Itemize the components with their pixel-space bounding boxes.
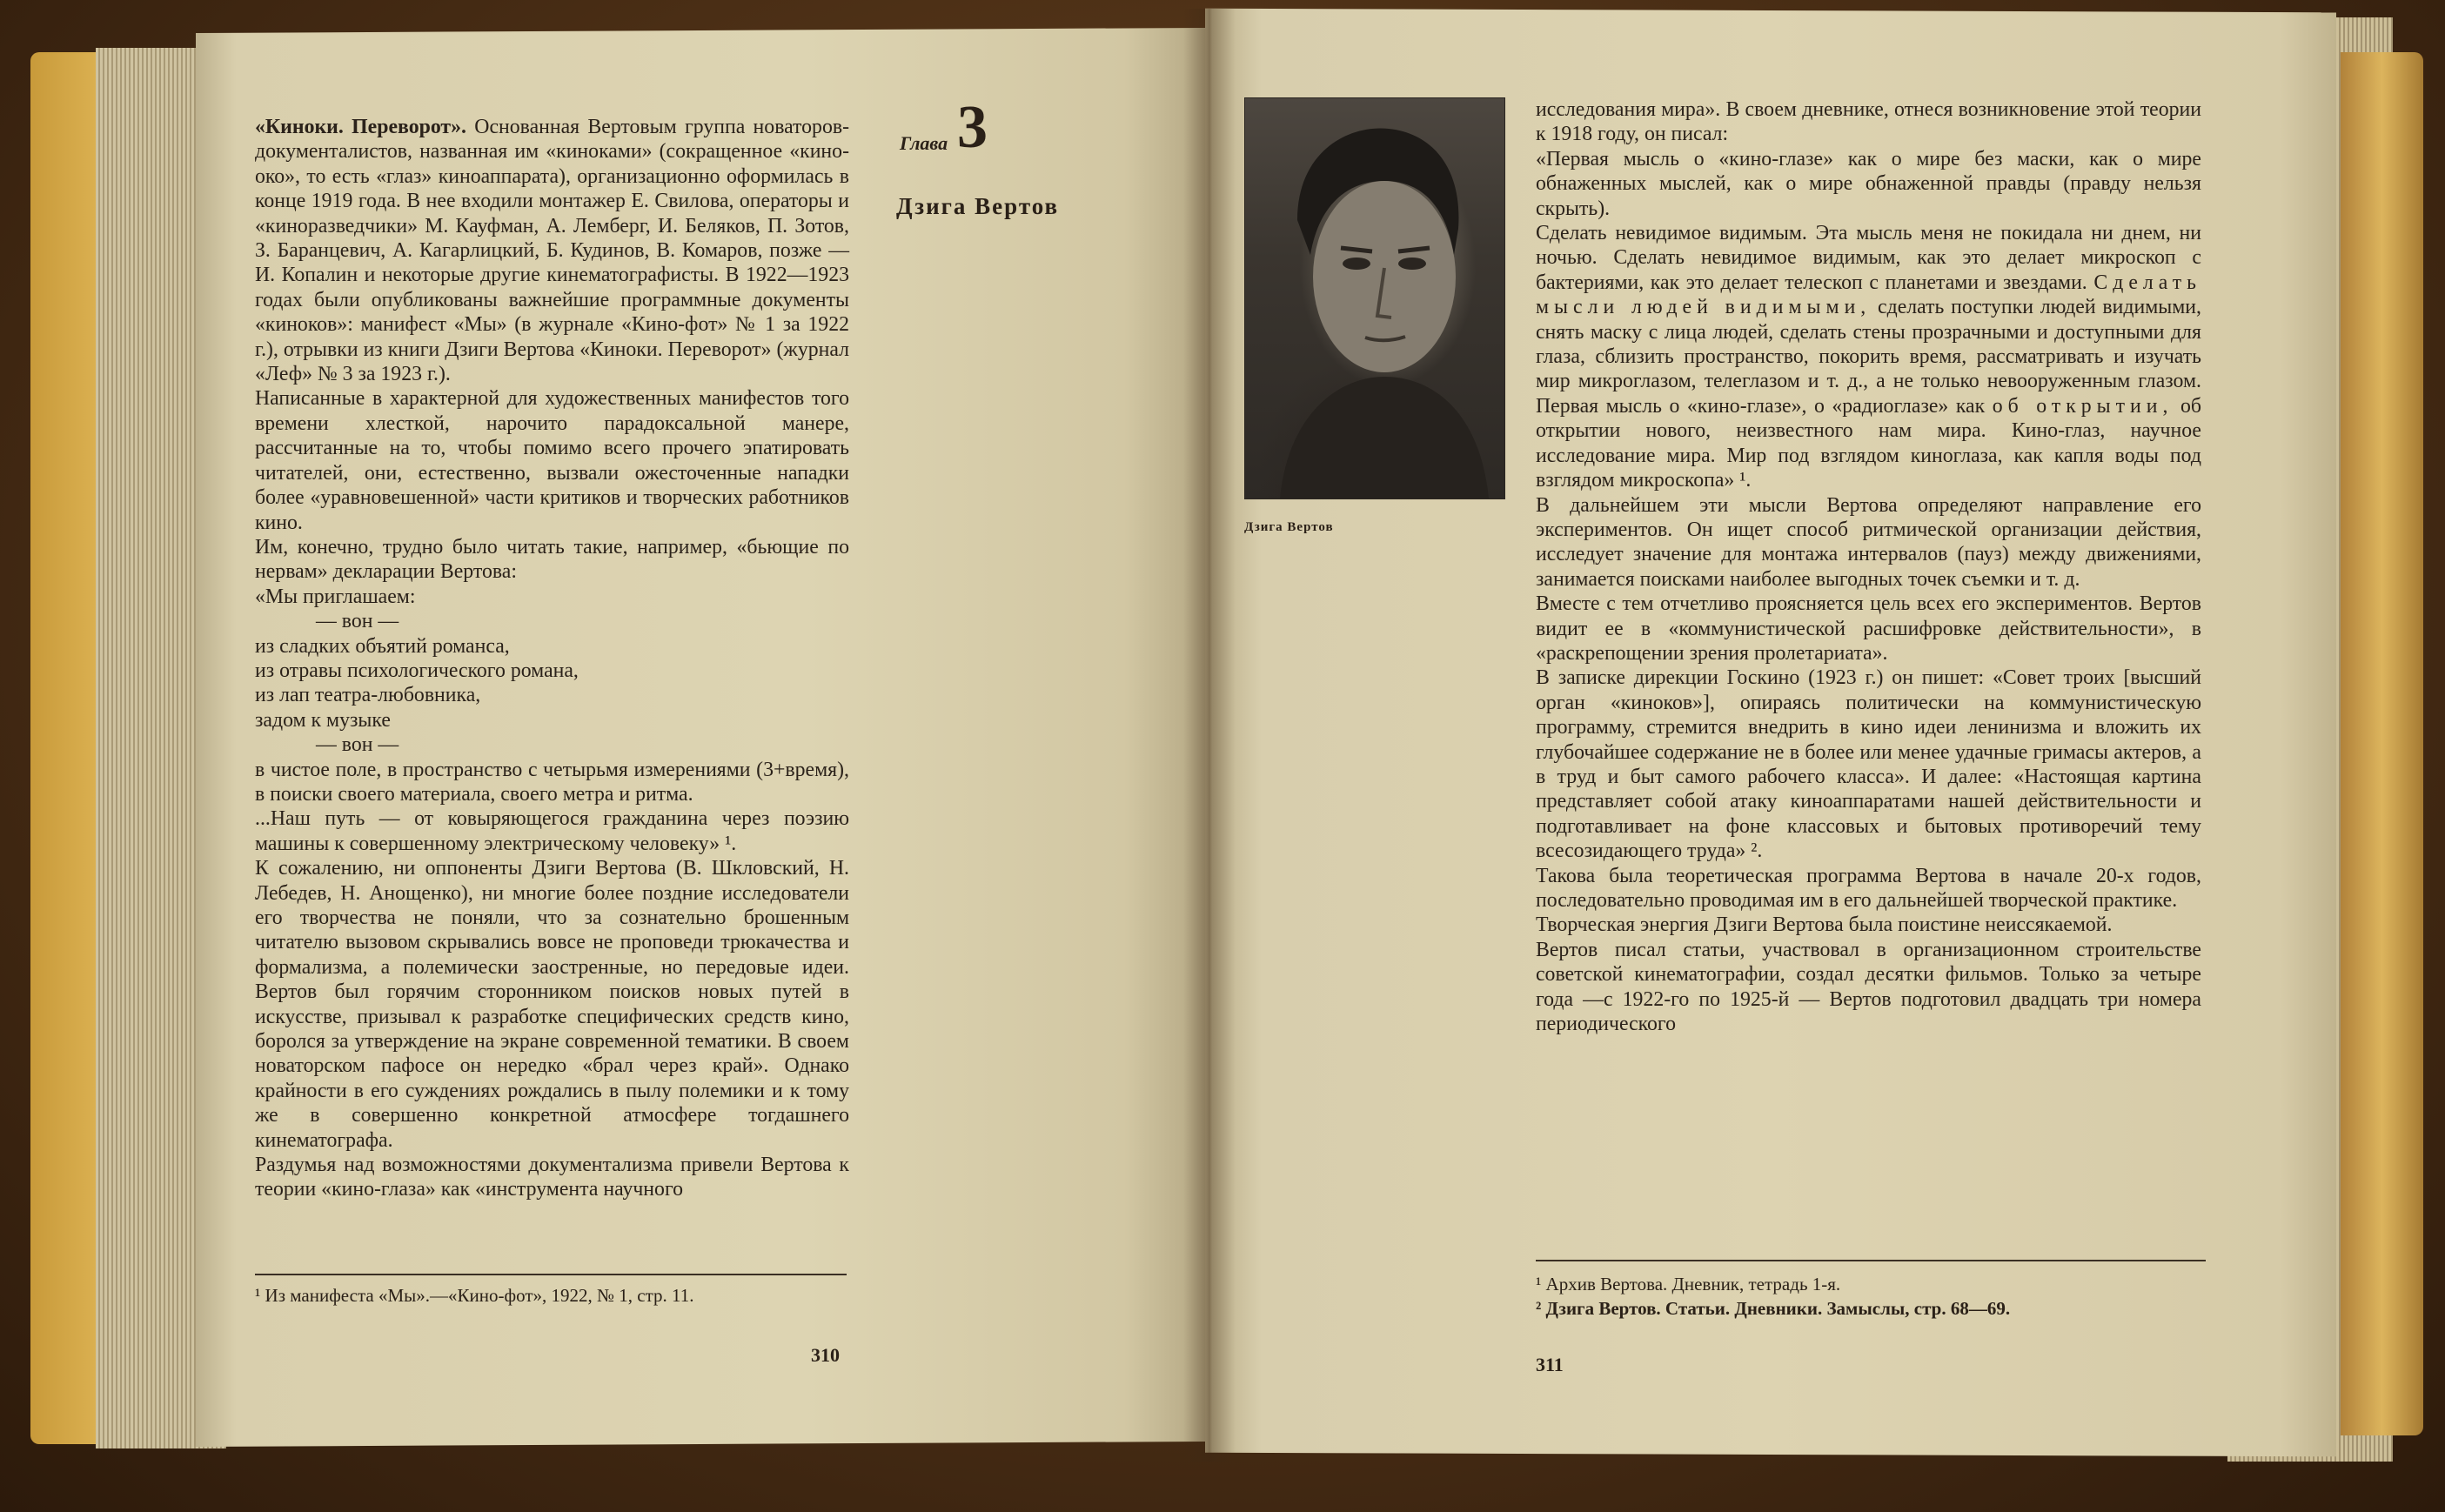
paragraph: Раздумья над возможностями документализма привели Вертова к теории «кино-глаза» как «инструмента научного (255, 1154, 849, 1201)
photo-caption: Дзига Вертов (1244, 520, 1334, 534)
poem-line: из лап театра-любовника, (255, 684, 481, 707)
book-gutter (1183, 9, 1236, 1462)
paragraph: В записке дирекции Госкино (1923 г.) он пишет: «Совет троих [высший орган «киноков»], опираясь политически на коммунистическую программу, стремится внедрить в кино идеи ленинизма и вложить их глубочайшее содержание не в более или менее удачные гримасы актеров, а в труд и быт самого рабочего класса». И далее: «Настоящая картина представляет собой атаку киноаппаратами нашей действительности и подготавливает на фоне классовых и бытовых противоречий тему всесозидающего труда» ². (1536, 666, 2201, 863)
paragraph (1536, 221, 2201, 492)
paragraph: в чистое поле, в пространство с четырьмя измерениями (3+время), в поиски своего материала, своего метра и ритма. (255, 758, 849, 806)
paragraph: исследования мира». В своем дневнике, отнеся возникновение этой теории к 1918 году, он писал: (1536, 98, 2201, 146)
footnote: ² Дзига Вертов. Статьи. Дневники. Замыслы, стр. 68—69. (1536, 1298, 2011, 1319)
paragraph-text: сделать поступки людей видимыми, снять маску с лица людей, сделать стены прозрачными и доступными для глаза, сблизить пространство, покорить время, рассматривать и изучать мир микроглазом, телеглазом и т. д., а не только невооруженным глазом. Первая мысль о «кино-глазе», о «радиоглазе» как (1536, 296, 2201, 418)
chapter-number: 3 (957, 94, 988, 161)
poem-quote (255, 585, 849, 758)
chapter-label: Глава (900, 132, 948, 154)
poem-line: — вон — (316, 733, 399, 757)
poem-line: «Мы приглашаем: (255, 585, 416, 608)
paragraph-text: об открытии нового, неизвестного нам мира. Кино-глаз, научное исследование мира. Мир под взглядом киноглаза, как капля воды под взглядом микроскопа» ¹. (1536, 394, 2201, 492)
paragraph: Вместе с тем отчетливо проясняется цель всех его экспериментов. Вертов видит ее в «коммунистической расшифровке действительности», в «раскрепощении зрения пролетариата». (1536, 592, 2201, 665)
footnote-rule (1536, 1260, 2206, 1261)
portrait-photo (1244, 97, 1505, 499)
left-text-column (255, 115, 849, 1202)
page-number: 311 (1536, 1354, 1564, 1375)
book-cover-right (2341, 52, 2423, 1435)
paragraph: ...Наш путь — от ковыряющегося гражданина через поэзию машины к совершенному электрическому человеку» ¹. (255, 807, 849, 855)
paragraph-text: Сделать невидимое видимым. Эта мысль меня не покидала ни днем, ни ночью. Сделать невидимое видимым, как это делает микроскоп с бактериями, как это делает телескоп с планетами и звездами. (1536, 222, 2201, 294)
page-number: 310 (811, 1344, 840, 1366)
paragraph: К сожалению, ни оппоненты Дзиги Вертова (В. Шкловский, Н. Лебедев, Н. Анощенко), ни многие более поздние исследователи его творчества не поняли, что за сознательно брошенным читателю вызовом скрывались вовсе не проповеди трюкачества и формализма, а полемически заостренные, но передовые идеи. Вертов был горячим сторонником поисков новых путей в искусстве, призывал к разработке специфических средств кино, боролся за утверждение на экране современной тематики. В своем новаторском пафосе он нередко «брал через край». Однако крайности в его суждениях рождались в пылу полемики и к тому же в совершенно конкретной атмосфере тогдашнего кинематографа. (255, 857, 849, 1152)
paragraph: Такова была теоретическая программа Вертова в начале 20-х годов, последовательно проводимая им в его дальнейшей творческой практике. (1536, 864, 2201, 912)
chapter-title: Дзига Вертов (896, 193, 1060, 219)
paragraph: В дальнейшем эти мысли Вертова определяют направление его экспериментов. Он ищет способ ритмической организации действия, исследует значение для монтажа интервалов (пауз) между движениями, занимается поисками наиболее выгодных точек съемки и т. д. (1536, 493, 2201, 591)
right-text-column (1536, 97, 2201, 1036)
paragraph: Им, конечно, трудно было читать такие, например, «бьющие по нервам» декларации Вертова: (255, 535, 849, 584)
section-heading: «Киноки. Переворот». (255, 116, 466, 138)
paragraph: Творческая энергия Дзиги Вертова была поистине неиссякаемой. (1536, 913, 2113, 937)
paragraph: «Первая мысль о «кино-глазе» как о мире без маски, как о мире обнаженных мыслей, как о мире обнаженной правды (правду нельзя скрыть). (1536, 147, 2201, 220)
footnote: ¹ Из манифеста «Мы».—«Кино-фот», 1922, № 1, стр. 11. (255, 1285, 694, 1306)
poem-line: из отравы психологического романа, (255, 659, 579, 682)
paragraph: Написанные в характерной для художественных манифестов того времени хлесткой, нарочито парадоксальной манере, рассчитанные на то, чтобы помимо всего прочего эпатировать читателей, они, естественно, вызвали ожесточенные нападки более «уравновешенной» части критиков и творческих работников кино. (255, 387, 849, 534)
paragraph: Вертов писал статьи, участвовал в организационном строительстве советской кинематографии, создал десятки фильмов. Только за четыре года —с 1922-го по 1925-й — Вертов подготовил двадцать три номера периодического (1536, 938, 2201, 1036)
spaced-emphasis: об открытии, (1992, 394, 2174, 418)
portrait-illustration (1245, 98, 1504, 498)
poem-line: — вон — (316, 610, 399, 633)
footnotes (1536, 1272, 2206, 1321)
paragraph (255, 115, 849, 386)
spaced-emphasis: Сделать мысли людей видимыми, (1536, 271, 2201, 319)
paragraph-text: Основанная Вертовым группа новаторов-документалистов, названная им «киноками» (сокращенное «кино-око», то есть «глаз» киноаппарата), организационно оформилась в конце 1919 года. В нее входили монтажер Е. Свилова, операторы и «киноразведчики» М. Кауфман, А. Лемберг, И. Беляков, П. Зотов, З. Баранцевич, А. Кагарлицкий, Б. Кудинов, В. Комаров, позже — И. Копалин и некоторые другие кинематографисты. В 1922—1923 годах были опубликованы важнейшие программные документы «киноков»: манифест «Мы» (в журнале «Кино-фот» № 1 за 1922 г.), отрывки из книги Дзиги Вертова «Киноки. Переворот» (журнал «Леф» № 3 за 1923 г.). (255, 116, 850, 386)
footnote-rule (255, 1274, 847, 1275)
poem-line: из сладких объятий романса, (255, 634, 510, 658)
footnote: ¹ Архив Вертова. Дневник, тетрадь 1-я. (1536, 1274, 1841, 1295)
poem-line: задом к музыке (255, 708, 391, 732)
